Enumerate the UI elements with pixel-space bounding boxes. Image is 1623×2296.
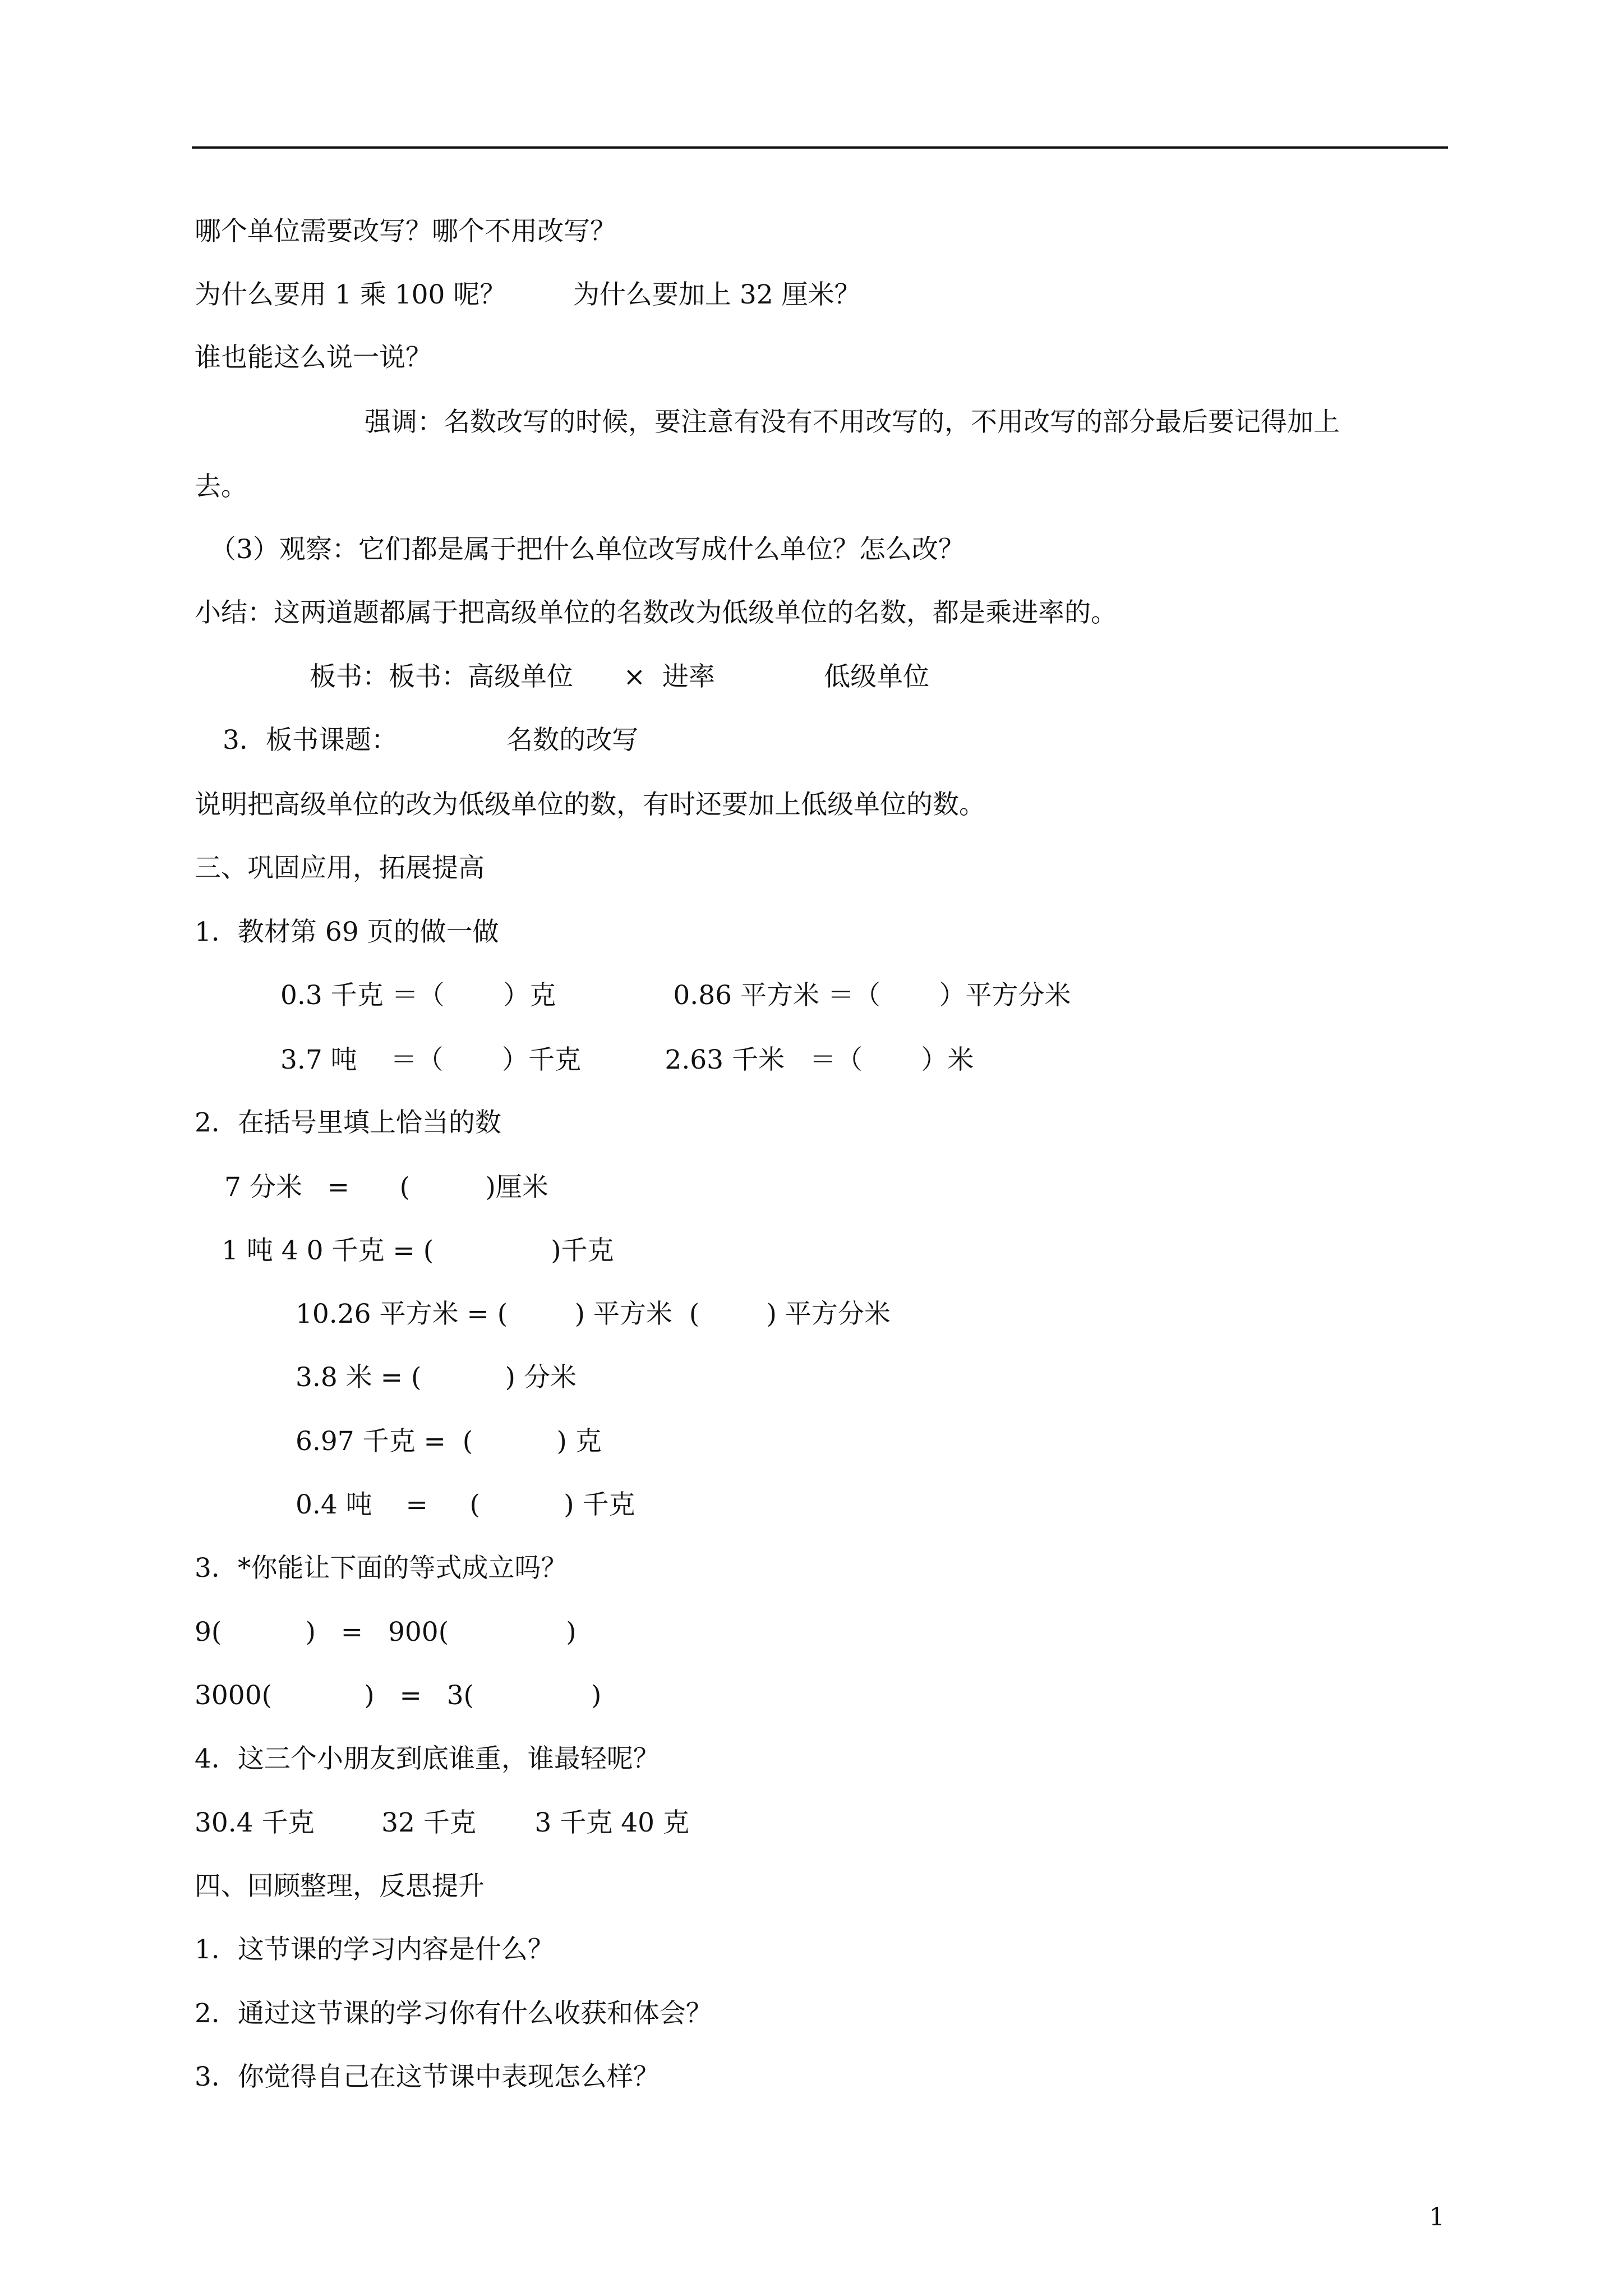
exercise-line: 3.7 吨 ＝（ ）千克 2.63 千米 ＝（ ）米 bbox=[280, 1045, 974, 1075]
equation-line: 9( ) = 900( ) bbox=[195, 1617, 577, 1648]
board-line: 板书：板书：高级单位 × 进率 低级单位 bbox=[310, 661, 930, 692]
exercise-line: 6.97 千克 = ( ) 克 bbox=[296, 1426, 602, 1457]
exercise-line: 7 分米 = ( )厘米 bbox=[224, 1172, 548, 1203]
header-rule bbox=[192, 146, 1448, 149]
text-line: 哪个单位需要改写？哪个不用改写？ bbox=[195, 216, 616, 247]
exercise-heading: 4．这三个小朋友到底谁重，谁最轻呢？ bbox=[195, 1743, 660, 1774]
lesson-title-line: 3．板书课题： 名数的改写 bbox=[223, 725, 639, 756]
exercise-heading: 2．在括号里填上恰当的数 bbox=[195, 1107, 501, 1138]
summary-line: 小结：这两道题都属于把高级单位的名数改为低级单位的名数，都是乘进率的。 bbox=[195, 597, 1117, 628]
text-line: 为什么要用 1 乘 100 呢？ 为什么要加上 32 厘米？ bbox=[195, 279, 861, 310]
text-line: 去。 bbox=[195, 471, 247, 502]
observation-line: （3）观察：它们都是属于把什么单位改写成什么单位？怎么改？ bbox=[210, 534, 965, 565]
equation-line: 3000( ) = 3( ) bbox=[195, 1680, 602, 1711]
question-line: 2．通过这节课的学习你有什么收获和体会？ bbox=[195, 1998, 712, 2029]
page-number: 1 bbox=[1429, 2203, 1445, 2231]
question-line: 3．你觉得自己在这节课中表现怎么样？ bbox=[195, 2062, 660, 2092]
section-heading: 三、巩固应用，拓展提高 bbox=[195, 853, 485, 884]
exercise-line: 0.4 吨 = ( ) 千克 bbox=[296, 1489, 635, 1520]
emphasis-line: 强调：名数改写的时候，要注意有没有不用改写的，不用改写的部分最后要记得加上 bbox=[365, 407, 1340, 438]
exercise-line: 3.8 米 = ( ) 分米 bbox=[296, 1362, 577, 1393]
exercise-line: 0.3 千克 ＝（ ）克 0.86 平方米 ＝（ ）平方分米 bbox=[280, 980, 1071, 1011]
exercise-line: 10.26 平方米 = ( ) 平方米 ( ) 平方分米 bbox=[296, 1299, 891, 1329]
exercise-heading: 1．教材第 69 页的做一做 bbox=[195, 917, 499, 947]
exercise-line: 1 吨 4 0 千克 = ( )千克 bbox=[222, 1235, 614, 1266]
text-line: 谁也能这么说一说？ bbox=[195, 342, 432, 373]
question-line: 1．这节课的学习内容是什么？ bbox=[195, 1934, 554, 1965]
text-line: 说明把高级单位的改为低级单位的数，有时还要加上低级单位的数。 bbox=[195, 789, 985, 820]
exercise-heading: 3．*你能让下面的等式成立吗？ bbox=[195, 1553, 568, 1584]
section-heading: 四、回顾整理，反思提升 bbox=[195, 1871, 485, 1902]
exercise-line: 30.4 千克 32 千克 3 千克 40 克 bbox=[195, 1807, 689, 1838]
